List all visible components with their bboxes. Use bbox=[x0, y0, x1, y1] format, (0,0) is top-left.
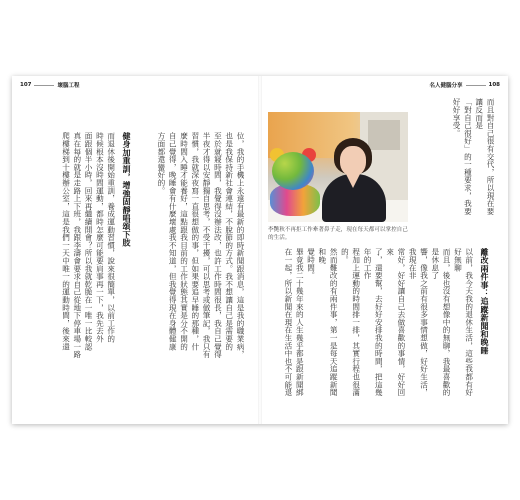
left-body-text bbox=[150, 132, 246, 364]
header-rule bbox=[466, 85, 486, 86]
right-running-title: 名人健腦分享 bbox=[429, 83, 463, 89]
paragraph: 也是我保持新社會連結，不脫節的方式。我不想讓自己是需要的 bbox=[224, 132, 234, 351]
paragraph: 時候根本沒時間運動，都時怎麼可能要肩事再一下，我先去外 bbox=[95, 132, 105, 343]
paragraph: 真在每的就是走路上下班，我跟李濤會要求自己從地下停車場一路 bbox=[72, 132, 82, 359]
paragraph: 畢竟我二十幾年來的人生幾乎都是跟新聞綁 bbox=[295, 248, 305, 397]
paragraph: 的。 bbox=[340, 248, 350, 264]
paragraph: 至於就寢時間，我覺得沒辦法改，也許工作時間很長，我自己覺得 bbox=[213, 132, 223, 359]
section-heading: 離改兩件事：追蹤新聞和晚睡 bbox=[480, 248, 489, 355]
paragraph: 然而難改的有兩件事，第一是每天追蹤新聞和晚 bbox=[317, 248, 339, 397]
paragraph: 而且，後也沒有想像中的無聊，我最喜歡的是休息了 bbox=[430, 248, 452, 397]
right-intro-text bbox=[418, 98, 496, 218]
left-page-number: 107 bbox=[20, 82, 32, 88]
right-page bbox=[260, 76, 508, 424]
paragraph: 在一起，所以新聞在現在生活中也不可能退 bbox=[283, 248, 293, 397]
paragraph: 而且對自己很有交代，所以現在要讓反而是 bbox=[474, 98, 495, 215]
paragraph: 半夜才得以安靜獨自思考，不受干擾，可以思考或做筆記，我只有 bbox=[202, 132, 212, 359]
paragraph: 面跟個半小時，回來再繼續開會？所以我就乾脆在一唯一比較認 bbox=[84, 132, 94, 351]
left-page-header bbox=[20, 80, 80, 90]
section-heading: 健身加重訓，增強固靜唱頌下肢 bbox=[122, 132, 131, 247]
header-rule bbox=[34, 85, 54, 86]
paragraph: 覺時間。 bbox=[306, 248, 316, 280]
paragraph: 自己覺得，晚睡會有什麼壞處我不知道，但我覺得現在身體健康 bbox=[168, 132, 178, 351]
paragraph: 而退休後開始重訓，養成運動習慣，說來很簡單，以前工作的 bbox=[106, 132, 116, 343]
paragraph: 「對自己很好」的一種要求，我要好好享受。 bbox=[452, 98, 473, 215]
paragraph: 習慣，我就深夜寫一直很想做的事，但如果要追早睡的那種，什 bbox=[190, 132, 200, 351]
portrait-photo bbox=[268, 112, 408, 222]
paragraph: 位，我的手機上永遠有最新的即時新聞跟消息，這是我的職業病， bbox=[236, 132, 245, 359]
paragraph: 方面都還蠻好的。 bbox=[156, 132, 166, 195]
paragraph: 響，像我之前有很多事情想做，好好生活，我現在非 bbox=[408, 248, 429, 397]
book-spread bbox=[12, 76, 508, 424]
paragraph: 常好，好好讓自己去做喜歡的事情，好好回來 bbox=[385, 248, 406, 397]
right-section bbox=[274, 248, 496, 398]
left-page bbox=[12, 76, 260, 424]
right-page-number: 108 bbox=[488, 82, 500, 88]
paragraph: 程加上運動的時間排一排，其實行程也很滿 bbox=[351, 248, 361, 397]
left-section bbox=[30, 132, 138, 364]
photo-caption: 李艷秋不再拒工作牽著鼻子走，現在每天都可以掌控自己的生活。 bbox=[268, 227, 408, 241]
paragraph: 以前，我今天我的退休生活，這些我都有好好無聊 bbox=[453, 248, 474, 397]
paragraph: 了，還要幫，去好好安排我的時間，把這幾年的工作 bbox=[363, 248, 384, 397]
left-running-title: 壞腦工程 bbox=[57, 83, 80, 89]
paragraph: 爬樓梯到十樓辦公室，這是我們一天中唯一的運動時間，後來還 bbox=[61, 132, 71, 351]
paragraph: 麼時間入睡才能養好，這點跟我目前的工作狀態其實是分不開的 bbox=[179, 132, 189, 351]
right-page-header bbox=[430, 80, 501, 90]
